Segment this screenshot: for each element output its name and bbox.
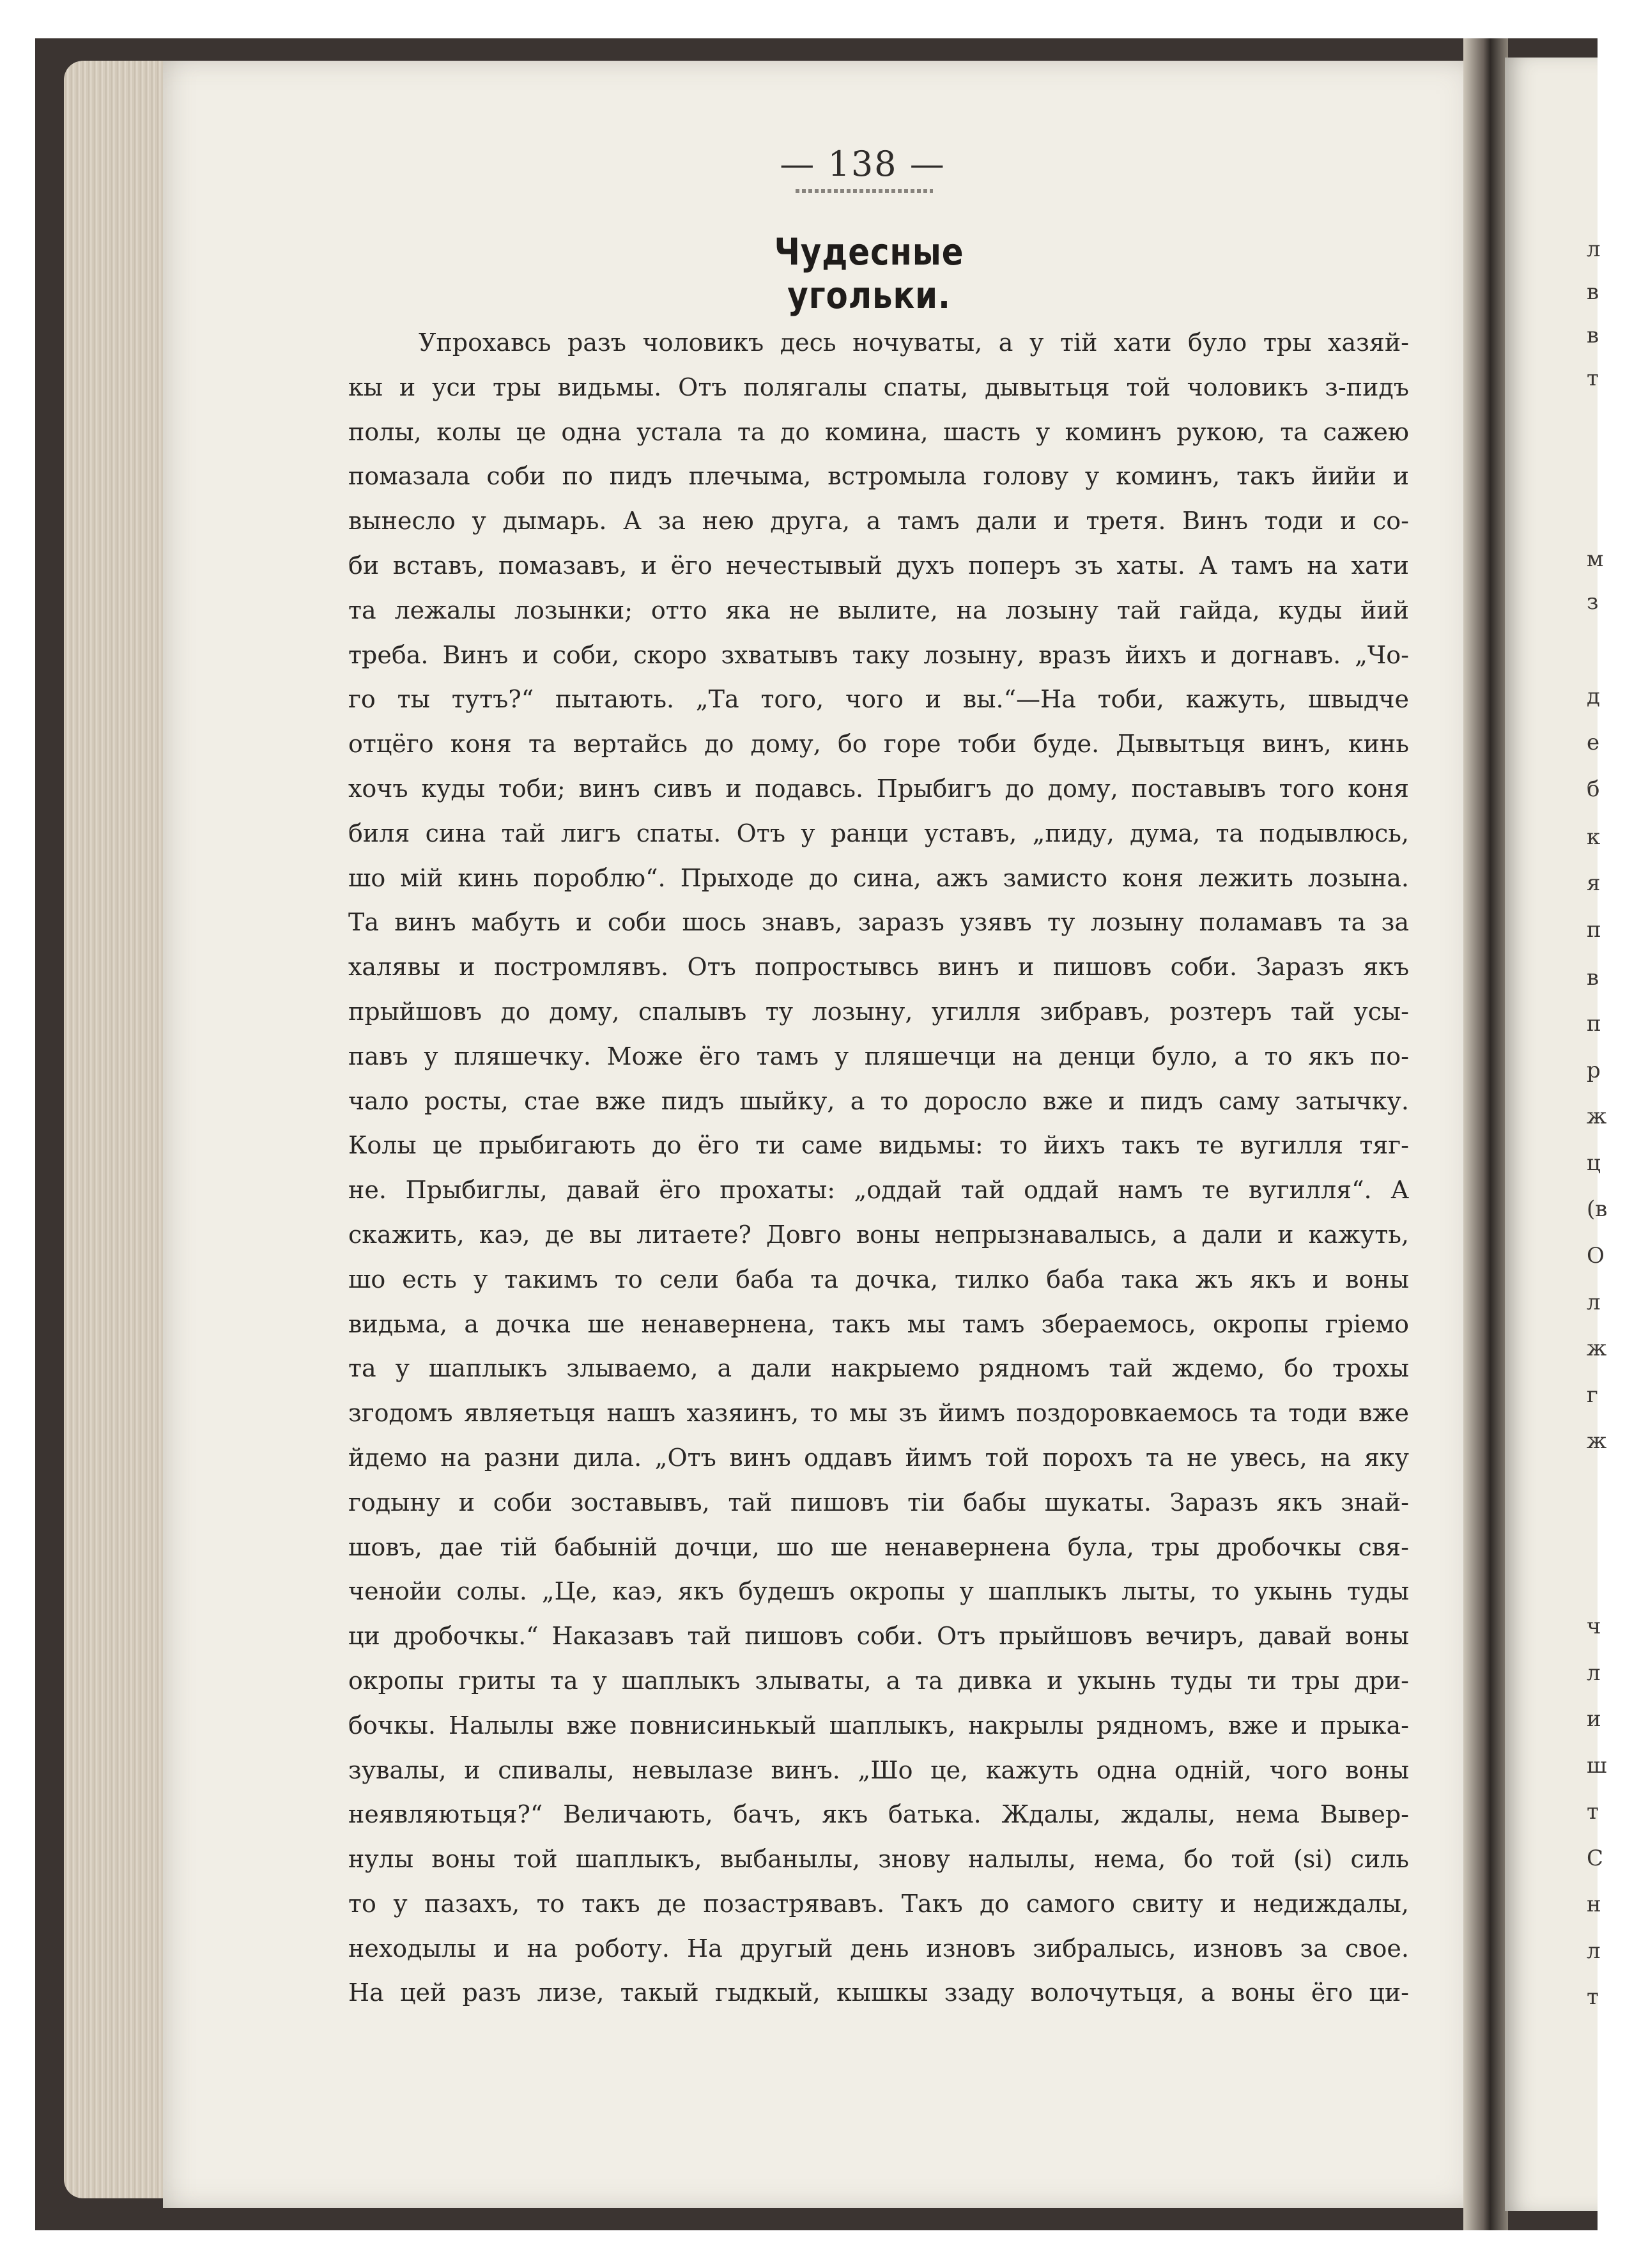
facing-page-fragment: в <box>1587 965 1599 991</box>
text-line: отцёго коня та вертайсь до дому, бо горе тоби буде. Дывытьця винъ, кинь <box>348 730 1409 759</box>
text-line: та у шаплыкъ злываемо, а дали накрыемо рядномъ тай ждемо, бо трохы <box>348 1354 1409 1383</box>
facing-page-fragment: п <box>1587 917 1601 943</box>
text-line: окропы гриты та у шаплыкъ злываты, а та дивка и укынь туды ти тры дри- <box>348 1666 1409 1695</box>
facing-page-fragment: в <box>1587 279 1599 305</box>
text-line: скажить, каэ, де вы литаете? Довго воны непрызнавалысь, а дали и кажуть, <box>348 1220 1409 1249</box>
book-page-edges <box>64 61 173 2198</box>
text-line: прыйшовъ до дому, спалывъ ту лозыну, угилля зибравъ, розтеръ тай усы- <box>348 997 1409 1026</box>
facing-page-fragment: г <box>1587 1382 1598 1408</box>
text-line: шо есть у такимъ то сели баба та дочка, тилко баба така жъ якъ и воны <box>348 1265 1409 1293</box>
facing-page-fragment: н <box>1587 1892 1601 1917</box>
facing-page-fragment: к <box>1587 824 1601 850</box>
facing-page-fragment: л <box>1587 1660 1601 1686</box>
facing-page-fragment: я <box>1587 870 1601 896</box>
book-spine-gutter <box>1463 38 1508 2230</box>
text-line: йдемо на разни дила. „Отъ винъ оддавъ йимъ той порохъ та не увесь, на яку <box>348 1443 1409 1472</box>
page-number-underline <box>796 189 933 193</box>
text-line: шо мій кинь пороблю“. Прыходе до сина, ажъ замисто коня лежить лозына. <box>348 863 1409 892</box>
facing-page-fragment: б <box>1587 776 1600 802</box>
text-line: годыну и соби зоставывъ, тай пишовъ тіи бабы шукаты. Заразъ якъ знай- <box>348 1488 1409 1516</box>
facing-page-fragment: л <box>1587 236 1601 262</box>
facing-page-fragment: ж <box>1587 1428 1607 1454</box>
facing-page-fragment: е <box>1587 730 1600 755</box>
text-line: то у пазахъ, то такъ де позастрявавъ. Такъ до самого свиту и недиждалы, <box>348 1889 1409 1918</box>
facing-page-fragment: ж <box>1587 1336 1607 1361</box>
facing-page-fragment: ц <box>1587 1150 1601 1176</box>
facing-page-fragment: и <box>1587 1706 1601 1732</box>
facing-page-fragment: л <box>1587 1290 1601 1315</box>
facing-page-fragment: м <box>1587 546 1604 572</box>
text-line: Упрохавсь разъ чоловикъ десь ночуваты, а у тій хати було тры хазяй- <box>419 328 1409 357</box>
text-line: павъ у пляшечку. Може ёго тамъ у пляшечци на денци було, а то якъ по- <box>348 1042 1409 1070</box>
text-line: го ты тутъ?“ пытають. „Та того, чого и вы.“—На тоби, кажуть, швыдче <box>348 685 1409 714</box>
facing-page-fragment: т <box>1587 1984 1599 2010</box>
text-line: халявы и постромлявъ. Отъ попростывсь винъ и пишовъ соби. Заразъ якъ <box>348 953 1409 982</box>
text-line: ченойи солы. „Це, каэ, якъ будешъ окропы у шаплыкъ лыты, то укынь туды <box>348 1577 1409 1606</box>
text-line: неявляютьця?“ Величають, бачъ, якъ батька. Ждалы, ждалы, нема Вывер- <box>348 1800 1409 1829</box>
facing-page-fragment: С <box>1587 1846 1604 1871</box>
text-line: вынесло у дымарь. А за нею друга, а тамъ дали и третя. Винъ тоди и со- <box>348 507 1409 536</box>
text-line: не. Прыбиглы, давай ёго прохаты: „оддай тай оддай намъ те вугилля“. А <box>348 1176 1409 1205</box>
facing-page-fragment: л <box>1587 1938 1601 1964</box>
text-line: Колы це прыбигають до ёго ти саме видьмы: то йихъ такъ те вугилля тяг- <box>348 1131 1409 1160</box>
text-line: шовъ, дае тій бабыній дочци, шо ше ненавернена була, тры дробочкы свя- <box>348 1532 1409 1561</box>
text-line: хочъ куды тоби; винъ сивъ и подавсь. Прыбигъ до дому, поставывъ того коня <box>348 774 1409 803</box>
facing-page-fragment: ш <box>1587 1753 1607 1778</box>
facing-page-fragment: т <box>1587 366 1599 391</box>
text-line: видьма, а дочка ше ненавернена, такъ мы тамъ збераемось, окропы гріемо <box>348 1309 1409 1338</box>
text-line: помазала соби по пидъ плечыма, встромыла голову у коминъ, такъ йийи и <box>348 462 1409 491</box>
facing-page-fragment: з <box>1587 589 1599 615</box>
text-line: нулы воны той шаплыкъ, выбанылы, знову налылы, нема, бо той (si) силь <box>348 1845 1409 1874</box>
facing-page-fragment: О <box>1587 1243 1605 1269</box>
facing-page-fragment: в <box>1587 323 1599 348</box>
page-number: — 138 — <box>780 144 946 184</box>
text-line: ци дробочкы.“ Наказавъ тай пишовъ соби. Отъ прыйшовъ вечиръ, давай воны <box>348 1622 1409 1651</box>
text-line: кы и уси тры видьмы. Отъ полягалы спаты, дывытьця той чоловикъ з-пидъ <box>348 373 1409 401</box>
facing-page-fragment: ч <box>1587 1614 1601 1639</box>
facing-page-fragment: р <box>1587 1058 1601 1083</box>
text-line: полы, колы це одна устала та до комина, шасть у коминъ рукою, та сажею <box>348 417 1409 446</box>
text-line: чало росты, стае вже пидъ шыйку, а то доросло вже и пидъ саму затычку. <box>348 1086 1409 1115</box>
text-line: Та винъ мабуть и соби шось знавъ, заразъ узявъ ту лозыну поламавъ та за <box>348 908 1409 937</box>
text-line: зувалы, и спивалы, невылазе винъ. „Шо це, кажуть одна одній, чого воны <box>348 1755 1409 1784</box>
text-line: та лежалы лозынки; отто яка не вылите, на лозыну тай гайда, куды йий <box>348 596 1409 624</box>
text-line: бочкы. Налылы вже повнисинькый шаплыкъ, накрылы рядномъ, вже и прыка- <box>348 1711 1409 1740</box>
text-line: згодомъ являетьця нашъ хазяинъ, то мы зъ йимъ поздоровкаемось та тоди вже <box>348 1399 1409 1428</box>
facing-page <box>1505 58 1608 2211</box>
facing-page-fragment: т <box>1587 1799 1599 1824</box>
facing-page-fragment: (в <box>1587 1196 1608 1222</box>
facing-page-fragment: ж <box>1587 1104 1607 1129</box>
body-text <box>348 321 1409 2016</box>
story-title: Чудесные угольки. <box>774 230 964 317</box>
text-line: треба. Винъ и соби, скоро зхватывъ таку лозыну, вразъ йихъ и догнавъ. „Чо- <box>348 640 1409 669</box>
facing-page-fragment: п <box>1587 1011 1601 1037</box>
text-line: На цей разъ лизе, такый гыдкый, кышкы ззаду волочутьця, а воны ёго ци- <box>348 1979 1409 2007</box>
text-line: биля сина тай лигъ спаты. Отъ у ранци уставъ, „пиду, дума, та подывлюсь, <box>348 819 1409 847</box>
text-line: неходылы и на роботу. На другый день изновъ зибралысь, изновъ за свое. <box>348 1934 1409 1963</box>
facing-page-fragment: д <box>1587 684 1600 709</box>
text-line: би вставъ, помазавъ, и ёго нечестывый духъ поперъ зъ хаты. А тамъ на хати <box>348 551 1409 580</box>
